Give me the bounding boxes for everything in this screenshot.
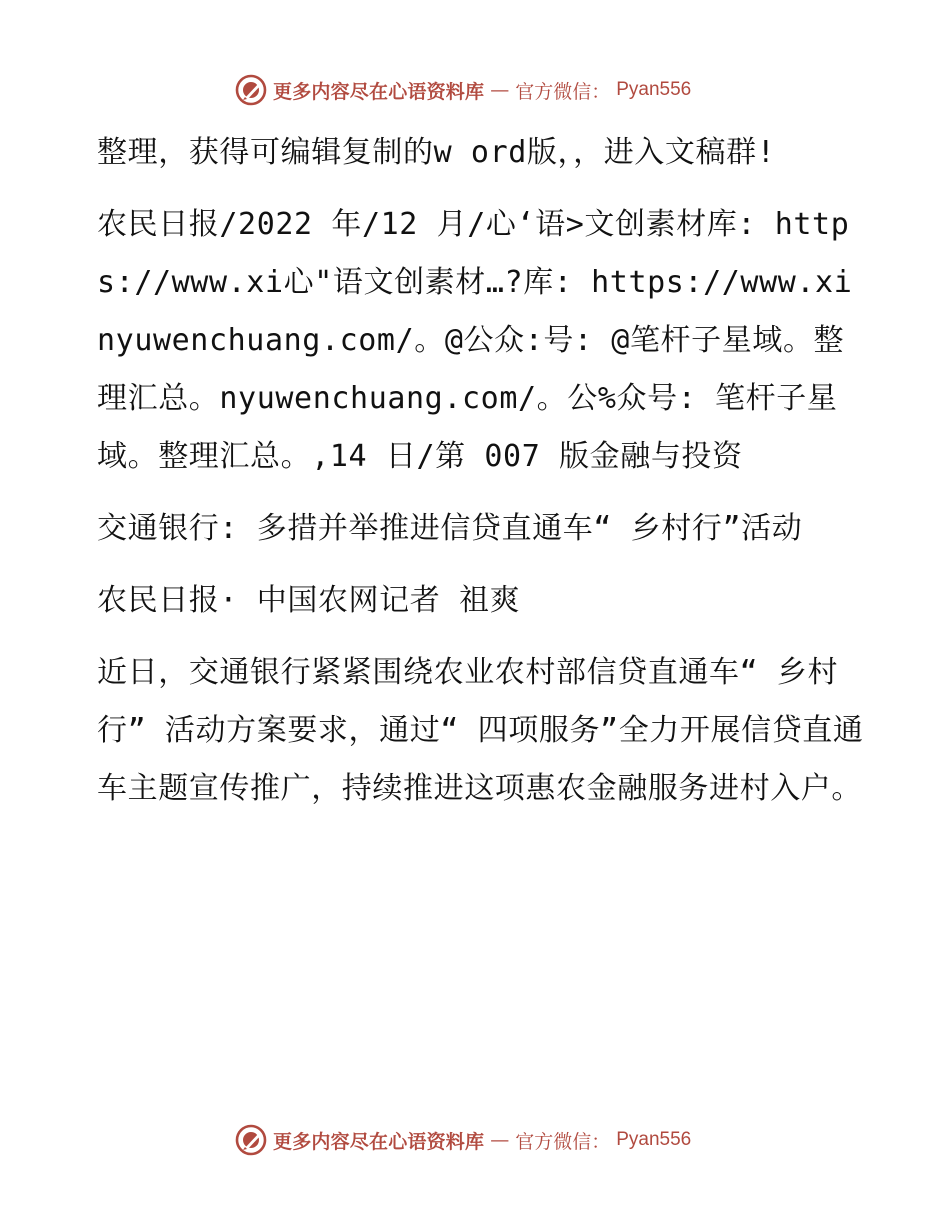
document-body bbox=[97, 124, 867, 818]
watermark-wechat-label: 官方微信： bbox=[515, 1130, 611, 1153]
watermark-wechat-id: Pyan556 bbox=[616, 1129, 692, 1150]
document-paragraph-source: 农民日报/2022 年/12 月/心‘语>文创素材库: https://www.xi心"语文创素材…?库: https://www.xinyuwenchuang.com/。@公众:号: @笔杆子星域。整理汇总。nyuwenchuang.com/。公%众号: 笔杆子星域。整理汇总。,14 日/第 007 版金融与投资 bbox=[97, 207, 853, 474]
watermark-wechat-label: 官方微信： bbox=[515, 80, 611, 103]
header-watermark bbox=[235, 72, 755, 108]
pen-logo-icon bbox=[235, 74, 267, 106]
watermark-separator: — bbox=[490, 79, 510, 101]
document-paragraph-body: 近日，交通银行紧紧围绕农业农村部信贷直通车“ 乡村行” 活动方案要求，通过“ 四项服务”全力开展信贷直通车主题宣传推广，持续推进这项惠农金融服务进村入户。 bbox=[97, 655, 864, 806]
document-paragraph-intro: 整理，获得可编辑复制的w ord版，，进入文稿群! bbox=[97, 135, 776, 170]
footer-watermark bbox=[235, 1122, 755, 1158]
document-paragraph-headline: 交通银行: 多措并举推进信贷直通车“ 乡村行”活动 bbox=[97, 511, 803, 546]
pen-logo-icon bbox=[235, 1124, 267, 1156]
watermark-title: 更多内容尽在心语资料库 bbox=[273, 1130, 485, 1153]
document-paragraph-byline: 农民日报· 中国农网记者 祖爽 bbox=[97, 583, 521, 618]
watermark-wechat-id: Pyan556 bbox=[616, 79, 692, 100]
watermark-separator: — bbox=[490, 1129, 510, 1151]
watermark-title: 更多内容尽在心语资料库 bbox=[273, 80, 485, 103]
